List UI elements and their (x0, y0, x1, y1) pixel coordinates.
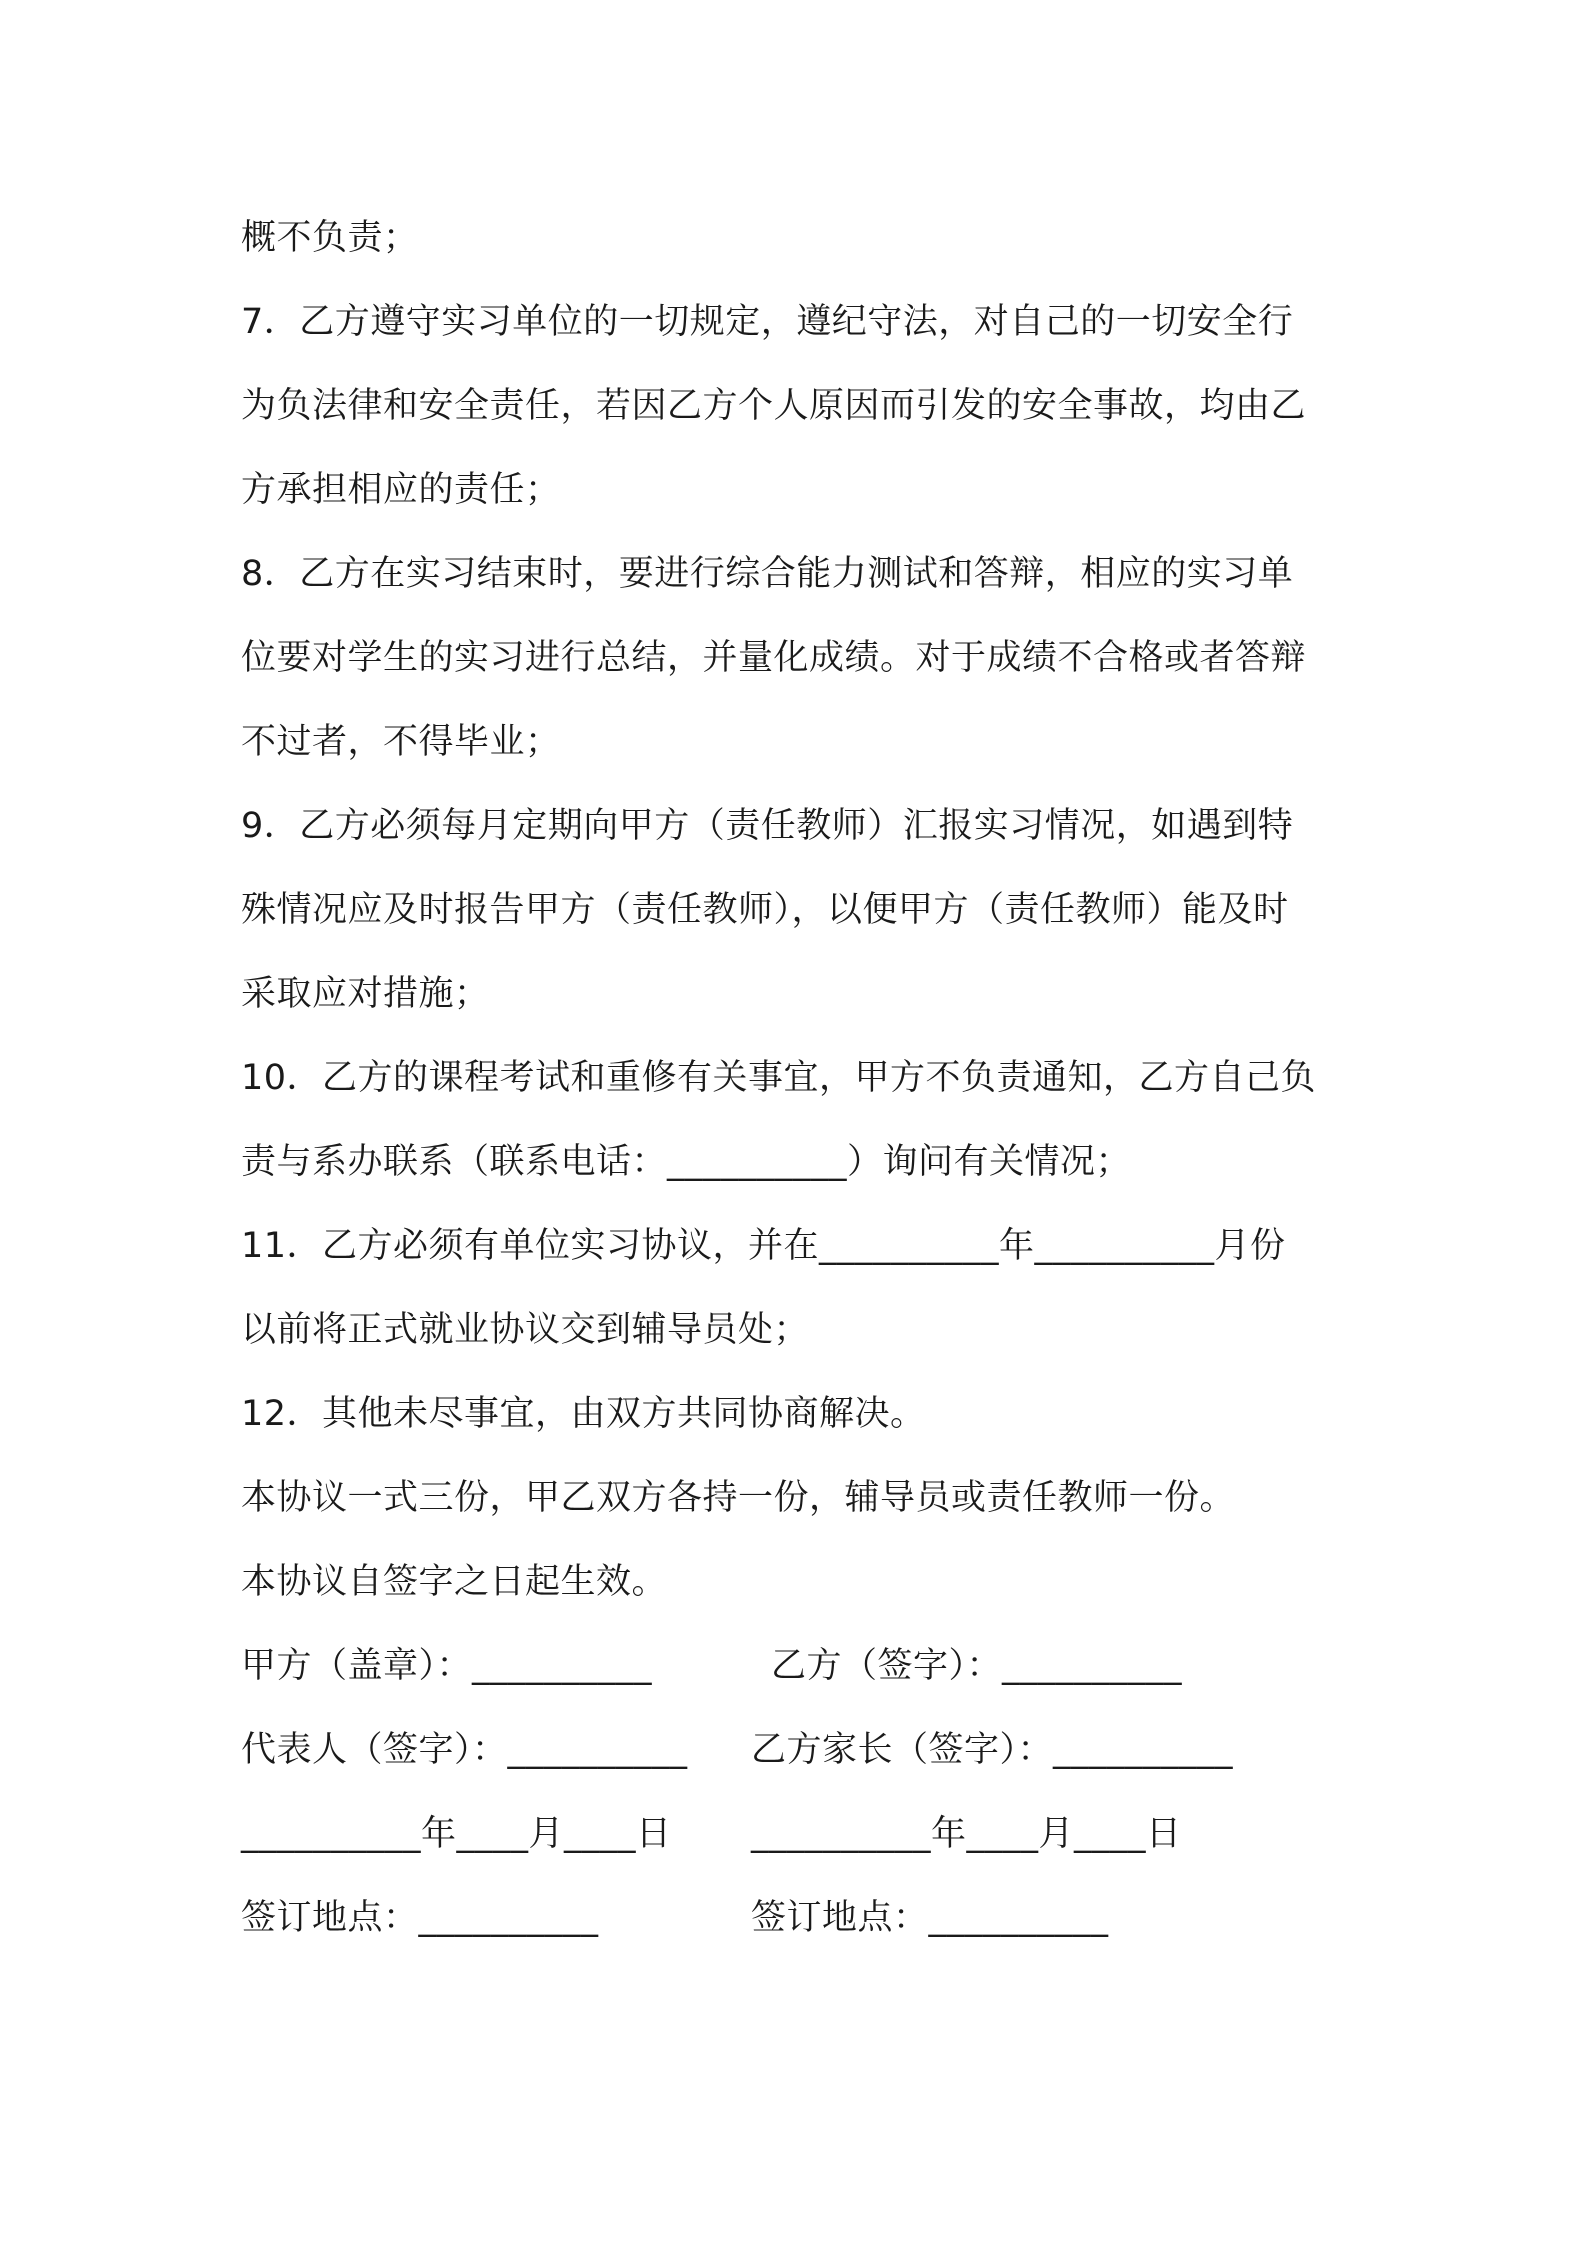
effective-statement: 本协议自签字之日起生效。 (241, 1562, 668, 1602)
paragraph-line: 概不负责； (241, 218, 419, 258)
parent-signature-field: 乙方家长（签字）：__________ (751, 1730, 1234, 1770)
clause-8-line-1: 8．乙方在实习结束时，要进行综合能力测试和答辩，相应的实习单 (241, 554, 1294, 594)
party-b-location-field: 签订地点：__________ (751, 1898, 1109, 1938)
clause-9-line-1: 9．乙方必须每月定期向甲方（责任教师）汇报实习情况，如遇到特 (241, 806, 1294, 846)
clause-12-line: 12．其他未尽事宜，由双方共同协商解决。 (241, 1394, 926, 1434)
signature-row-location (241, 1876, 1361, 1960)
party-b-signature-field: 乙方（签字）：__________ (771, 1646, 1183, 1686)
party-a-date-field: __________年____月____日 (241, 1814, 672, 1854)
party-a-seal-field: 甲方（盖章）：__________ (241, 1646, 653, 1686)
clause-10-line-2: 责与系办联系（联系电话：__________）询问有关情况； (241, 1142, 1132, 1182)
clause-8-line-3: 不过者，不得毕业； (241, 722, 561, 762)
representative-signature-field: 代表人（签字）：__________ (241, 1730, 688, 1770)
document-page (241, 196, 1361, 1960)
party-a-location-field: 签订地点：__________ (241, 1898, 599, 1938)
clause-10-line-1: 10．乙方的课程考试和重修有关事宜，甲方不负责通知，乙方自己负 (241, 1058, 1317, 1098)
signature-row-seal (241, 1624, 1361, 1708)
party-b-date-field: __________年____月____日 (751, 1814, 1182, 1854)
clause-7-line-2: 为负法律和安全责任，若因乙方个人原因而引发的安全事故，均由乙 (241, 386, 1307, 426)
clause-7-line-1: 7．乙方遵守实习单位的一切规定，遵纪守法，对自己的一切安全行 (241, 302, 1294, 342)
clause-9-line-3: 采取应对措施； (241, 974, 490, 1014)
clause-11-line-1: 11．乙方必须有单位实习协议，并在__________年__________月份 (241, 1226, 1286, 1266)
copies-statement: 本协议一式三份，甲乙双方各持一份，辅导员或责任教师一份。 (241, 1478, 1236, 1518)
clause-11-line-2: 以前将正式就业协议交到辅导员处； (241, 1310, 810, 1350)
clause-7-line-3: 方承担相应的责任； (241, 470, 561, 510)
clause-9-line-2: 殊情况应及时报告甲方（责任教师），以便甲方（责任教师）能及时 (241, 890, 1289, 930)
clause-8-line-2: 位要对学生的实习进行总结，并量化成绩。对于成绩不合格或者答辩 (241, 638, 1307, 678)
signature-row-representative (241, 1708, 1361, 1792)
signature-row-date (241, 1792, 1361, 1876)
